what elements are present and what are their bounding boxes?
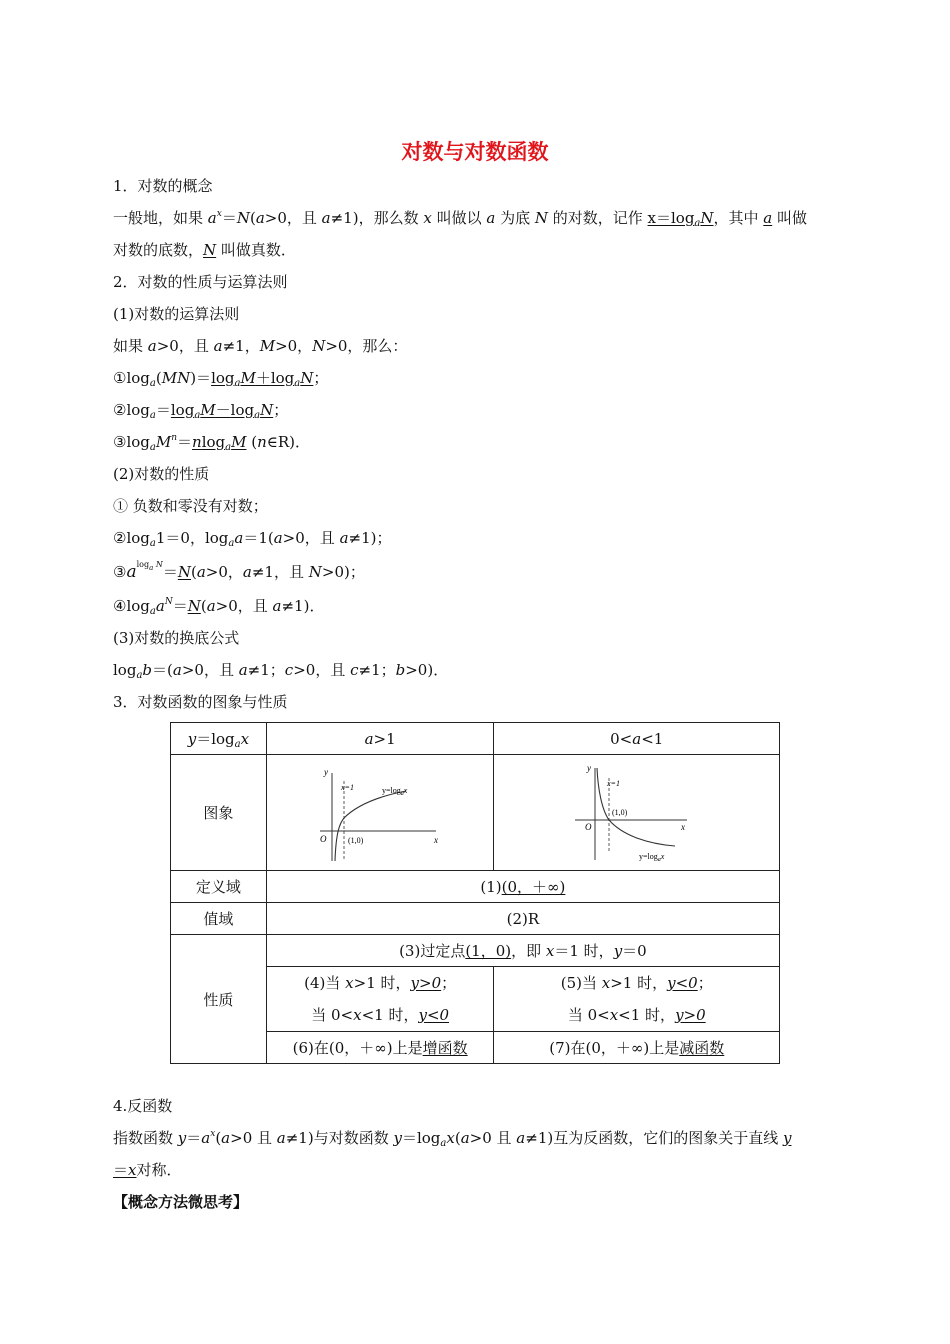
table-row-range <box>171 903 780 935</box>
subheading-log-properties: (2)对数的性质 <box>113 465 210 483</box>
log-definition-line-1: 一般地，如果 $a^x=N(a>0$，且 a≠1)，那么数 x 叫做以 a 为底 N 的对数，记作 $x=\log_aN$，其中 a 叫做 <box>113 209 808 229</box>
property-log-power: $④\log_aa^N=N(a>0$，且 a≠1)． <box>113 597 325 617</box>
graph-decreasing <box>494 755 780 871</box>
rule-condition: 如果 a>0，且 a≠1，M>0，N>0，那么： <box>113 337 408 355</box>
concept-thinking-heading: 【概念方法微思考】 <box>113 1193 249 1211</box>
rule-power: $③\log_aM^n=nlog_aM$ (n∈R)． <box>113 433 311 453</box>
inverse-function-line-2: ＝x对称． <box>113 1161 182 1179</box>
y-axis-label: y <box>586 762 591 773</box>
section-3-heading: 3．对数函数的图象与性质 <box>113 693 288 711</box>
log-function-table <box>170 722 780 1064</box>
page-title: 对数与对数函数 <box>401 140 549 164</box>
curve-log-increasing <box>335 791 406 861</box>
function-label: $y=\log_ax$ <box>382 785 408 797</box>
property-no-log-nonpositive: ① 负数和零没有对数； <box>113 497 268 515</box>
change-of-base-formula: $\log_ab=(a>0$，且 a≠1；c>0，且 c≠1；b>0)． <box>113 661 449 681</box>
range-value: (2)R <box>266 903 779 935</box>
function-label: $y=\log_ax$ <box>638 851 665 863</box>
rule-product: $①\log_a(MN)=\log_aM+\log_aN$； <box>113 369 329 389</box>
point-1-0-label: (1,0) <box>348 835 364 845</box>
line-x-eq-1-label: x=1 <box>341 782 355 792</box>
property-identity: $③a^{log_a N}=N(a>0$，a≠1，且 N>0)； <box>113 560 365 582</box>
property-fixed-point: (3)过定点(1，0)，即 x＝1 时，y＝0 <box>266 935 779 967</box>
section-1-heading: 1．对数的概念 <box>113 177 213 195</box>
domain-value: (1)(0，＋∞) <box>266 871 779 903</box>
subheading-change-of-base: (3)对数的换底公式 <box>113 629 240 647</box>
property-sign-increasing: (4)当 x>1 时，y>0； 当 0<x<1 时，y<0 <box>266 967 494 1032</box>
subheading-operation-rules: (1)对数的运算法则 <box>113 305 240 323</box>
domain-label: 定义域 <box>171 871 267 903</box>
header-function: $y=\log_ax$ <box>171 723 267 755</box>
table-row-graph <box>171 755 780 871</box>
property-sign-decreasing: (5)当 x>1 时，y<0； 当 0<x<1 时，y>0 <box>494 967 780 1032</box>
origin-label: O <box>320 833 327 844</box>
table-row-domain <box>171 871 780 903</box>
range-label: 值域 <box>171 903 267 935</box>
table-header-row <box>171 723 780 755</box>
graph-decreasing-svg <box>567 760 707 866</box>
header-a-between-0-1: 0<a<1 <box>494 723 780 755</box>
property-label: 性质 <box>171 935 267 1064</box>
y-axis-label: y <box>324 766 329 777</box>
property-decreasing: (7)在(0，＋∞)上是减函数 <box>494 1032 780 1064</box>
table-row-property-fixed-point <box>171 935 780 967</box>
property-increasing: (6)在(0，＋∞)上是增函数 <box>266 1032 494 1064</box>
inverse-function-line-1: 指数函数 $y=a^x(a>0$ 且 a≠1)与对数函数 $y=\log_ax(a>0$ 且 a≠1)互为反函数，它们的图象关于直线 y <box>113 1129 792 1149</box>
rule-quotient: $②\log_a=\log_aM-\log_aN$； <box>113 401 289 421</box>
x-axis-label: x <box>680 821 685 832</box>
line-x-eq-1-label: x=1 <box>606 778 620 788</box>
section-2-heading: 2．对数的性质与运算法则 <box>113 273 288 291</box>
log-definition-line-2: 对数的底数，N 叫做真数． <box>113 241 296 259</box>
x-axis-label: x <box>434 834 439 845</box>
header-a-greater-1: a>1 <box>266 723 494 755</box>
property-log-one: $②\log_a1=0$，$\log_aa=1(a>0$，且 a≠1)； <box>113 529 392 549</box>
graph-increasing <box>266 755 494 871</box>
section-4-heading: 4.反函数 <box>113 1097 173 1115</box>
graph-increasing-svg <box>310 761 450 865</box>
point-1-0-label: (1,0) <box>611 807 628 817</box>
origin-label: O <box>584 821 592 832</box>
graph-label: 图象 <box>171 755 267 871</box>
